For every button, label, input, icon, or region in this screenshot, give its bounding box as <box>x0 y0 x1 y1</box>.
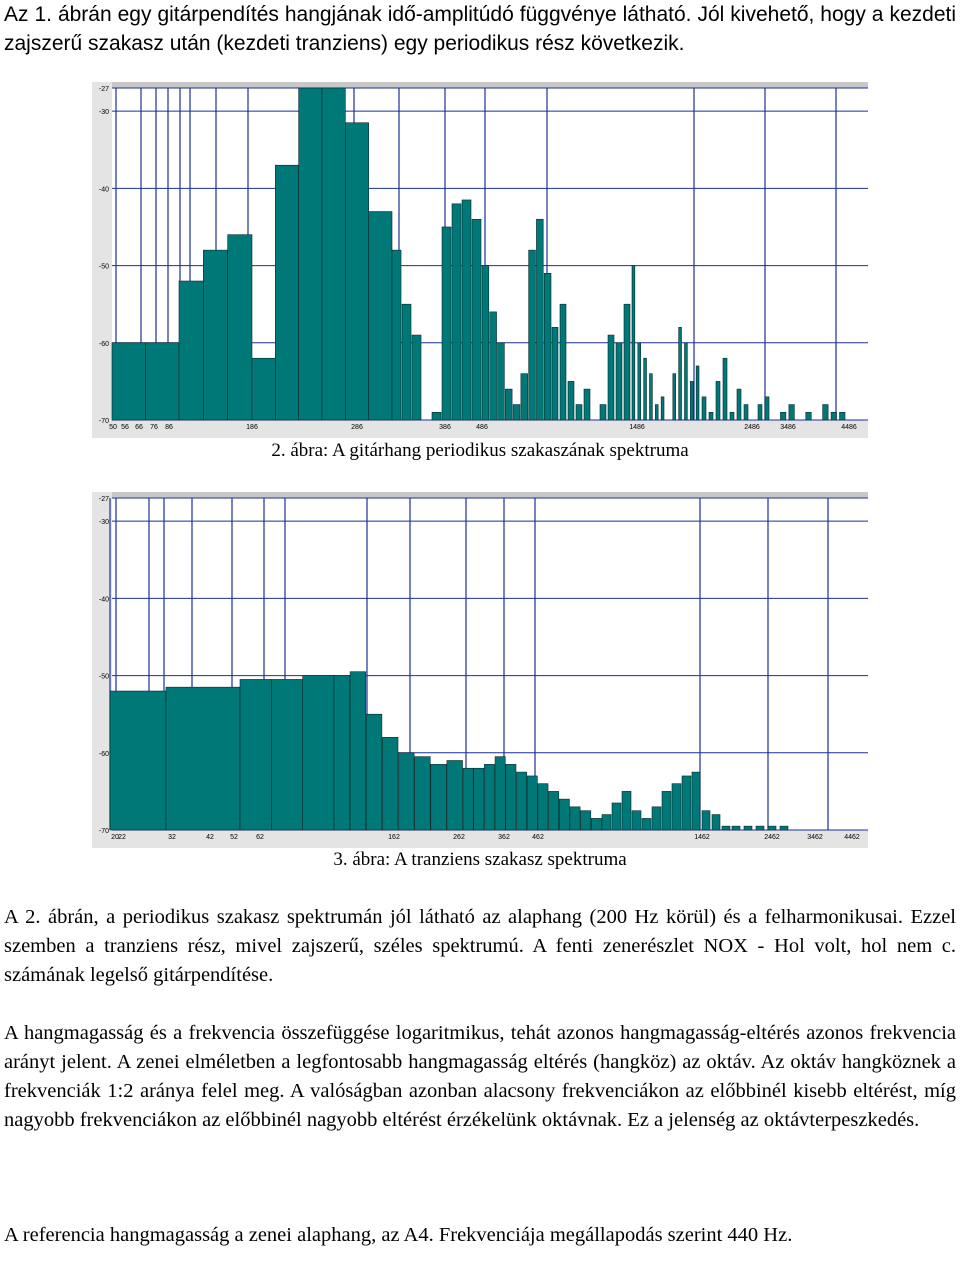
x-tick-label: 1486 <box>629 424 645 431</box>
bar <box>521 374 528 420</box>
y-axis-area <box>92 492 112 848</box>
x-axis-area <box>112 830 868 848</box>
bar <box>652 807 661 830</box>
bar <box>756 826 764 830</box>
bar <box>685 343 688 420</box>
bar <box>616 343 622 420</box>
bar <box>600 405 606 420</box>
bar <box>179 281 203 420</box>
bar <box>516 772 526 830</box>
bar <box>744 826 752 830</box>
bar <box>482 266 489 420</box>
y-tick-label: -70 <box>98 828 109 835</box>
bar <box>692 772 700 830</box>
bar <box>682 776 691 830</box>
figure-3-caption: 3. ábra: A tranziens szakasz spektruma <box>333 849 627 870</box>
bar <box>622 791 631 830</box>
bar <box>560 304 566 420</box>
bar <box>661 397 664 420</box>
y-tick-label: -40 <box>98 186 109 194</box>
y-axis-area <box>92 82 112 438</box>
x-tick-label: 52 <box>230 834 238 841</box>
bar <box>166 687 240 830</box>
bar <box>655 405 658 420</box>
bar <box>624 304 630 420</box>
bar <box>723 358 727 420</box>
bar <box>484 764 494 830</box>
bar <box>252 358 275 420</box>
paragraph-1: A 2. ábrán, a periodikus szakasz spektrumán jól látható az alaphang (200 Hz körül) és a felharmonikusai. Ezzel szemben a tranziens rész, mivel zajszerű, széles spektrumú. A fenti zenerészlet NOX - Hol volt, hol nem c. számának legelső gitárpendítése. <box>4 906 956 986</box>
bar <box>345 123 368 420</box>
x-tick-label: 56 <box>121 424 129 431</box>
bar <box>299 88 322 420</box>
bar <box>732 826 740 830</box>
bar <box>112 343 146 420</box>
bar <box>544 273 551 420</box>
bar <box>789 405 794 420</box>
y-tick-label: -30 <box>98 519 109 527</box>
x-tick-label: 86 <box>165 424 173 431</box>
bar <box>303 676 334 830</box>
bar <box>447 761 463 830</box>
bar <box>638 343 641 420</box>
x-tick-label: 486 <box>476 424 488 431</box>
bar <box>576 405 582 420</box>
bar <box>431 764 447 830</box>
bar <box>584 389 590 420</box>
bar <box>474 768 484 830</box>
bar <box>632 811 641 830</box>
bar <box>673 374 676 420</box>
figure-2-caption: 2. ábra: A gitárhang periodikus szakaszának spektruma <box>271 440 689 461</box>
bar <box>350 672 366 830</box>
x-tick-label: 50 <box>109 424 117 431</box>
bar <box>536 219 543 420</box>
bar <box>463 768 473 830</box>
bar <box>513 405 520 420</box>
bar <box>840 412 845 420</box>
x-tick-label: 4486 <box>841 424 857 431</box>
bar <box>730 412 734 420</box>
bar <box>570 807 580 830</box>
bar <box>110 691 166 830</box>
figure-3-spectrum-chart <box>92 492 868 848</box>
bar <box>642 818 651 830</box>
x-tick-label: 32 <box>168 834 176 841</box>
bar <box>529 250 536 420</box>
bar <box>568 381 574 420</box>
y-tick-label: -50 <box>98 263 109 271</box>
bar <box>472 219 481 420</box>
figure-2-spectrum-chart <box>92 82 868 438</box>
bar <box>679 327 682 420</box>
x-tick-label: 76 <box>150 424 158 431</box>
x-tick-label: 62 <box>256 834 264 841</box>
y-tick-label: -27 <box>98 496 109 503</box>
bar <box>737 389 741 420</box>
y-tick-label: -60 <box>98 340 109 348</box>
bar <box>392 250 401 420</box>
x-tick-label: 3462 <box>807 834 823 841</box>
bar <box>696 366 699 420</box>
bar <box>402 304 411 420</box>
x-tick-label: 22 <box>118 834 126 841</box>
bar <box>650 374 653 420</box>
bar <box>690 381 693 420</box>
x-tick-label: 362 <box>498 834 510 841</box>
bar <box>722 826 730 830</box>
bar <box>527 776 537 830</box>
bar <box>780 412 785 420</box>
bar <box>765 397 769 420</box>
x-tick-label: 162 <box>388 834 400 841</box>
x-tick-label: 4462 <box>844 834 860 841</box>
bar <box>823 405 828 420</box>
bar <box>608 335 614 420</box>
bar <box>495 757 505 830</box>
x-tick-label: 66 <box>135 424 143 431</box>
bar <box>275 165 298 420</box>
y-tick-label: -30 <box>98 109 109 117</box>
intro-paragraph: Az 1. ábrán egy gitárpendítés hangjának idő-amplitúdó függvénye látható. Jól kivehető, hogy a kezdeti zajszerű szakasz után (kezdeti tranziens) egy periodikus rész következik. <box>4 3 956 55</box>
bar <box>490 312 497 420</box>
bar <box>632 266 635 420</box>
x-tick-label: 42 <box>206 834 214 841</box>
bar <box>712 815 720 830</box>
bar <box>322 88 345 420</box>
bar <box>806 412 811 420</box>
bar <box>559 799 569 830</box>
x-tick-label: 2462 <box>764 834 780 841</box>
bar <box>744 405 748 420</box>
bar <box>591 818 601 830</box>
bar <box>672 784 681 830</box>
bar <box>702 811 710 830</box>
bar <box>382 737 398 830</box>
x-tick-label: 3486 <box>780 424 796 431</box>
x-tick-label: 386 <box>439 424 451 431</box>
y-tick-label: -60 <box>98 750 109 758</box>
y-tick-label: -70 <box>98 418 109 425</box>
bar <box>334 676 350 830</box>
bar <box>612 803 621 830</box>
y-tick-label: -50 <box>98 673 109 681</box>
bar <box>780 826 788 830</box>
bar <box>552 327 558 420</box>
bar <box>644 358 647 420</box>
bar <box>709 412 713 420</box>
bar <box>462 200 471 420</box>
x-tick-label: 20 <box>111 834 119 841</box>
bar <box>505 389 512 420</box>
x-tick-label: 186 <box>246 424 258 431</box>
x-tick-label: 2486 <box>744 424 760 431</box>
bar <box>549 791 559 830</box>
bar <box>228 235 252 420</box>
y-tick-label: -40 <box>98 596 109 604</box>
bar <box>369 212 392 420</box>
figure-3-svg <box>92 492 868 848</box>
bar <box>240 679 271 830</box>
bar <box>758 405 762 420</box>
figure-2-svg <box>92 82 868 438</box>
bar <box>581 811 591 830</box>
bar <box>271 679 302 830</box>
bar <box>432 412 441 420</box>
x-tick-label: 286 <box>351 424 363 431</box>
bar <box>768 826 776 830</box>
paragraph-3: A referencia hangmagasság a zenei alaphang, az A4. Frekvenciája megállapodás szerint 440 Hz. <box>4 1224 793 1246</box>
bar <box>831 412 836 420</box>
paragraph-2: A hangmagasság és a frekvencia összefüggése logaritmikus, tehát azonos hangmagasság-eltérés azonos frekvencia arányt jelent. A zenei elméletben a legfontosabb hangmagasság eltérés (hangköz) az oktáv. Az oktáv hangköznek a frekvenciák 1:2 aránya felel meg. A valóságban azonban alacsony frekvenciákon az előbbinél kisebb eltérést, míg nagyobb frekvenciákon az előbbinél nagyobb eltérést érzékelünk oktávnak. Ez a jelenség az oktávterpeszkedés. <box>4 1022 956 1131</box>
bar <box>506 764 516 830</box>
bar <box>146 343 180 420</box>
bar <box>366 714 382 830</box>
bar <box>452 204 461 420</box>
bar <box>602 815 611 830</box>
bar <box>538 784 548 830</box>
bar <box>442 227 451 420</box>
x-tick-label: 462 <box>532 834 544 841</box>
bar <box>399 753 415 830</box>
bar <box>498 343 505 420</box>
bar <box>702 397 706 420</box>
y-tick-label: -27 <box>98 86 109 93</box>
x-tick-label: 1462 <box>694 834 710 841</box>
bar <box>412 335 421 420</box>
bar <box>716 381 720 420</box>
bar <box>662 791 671 830</box>
bar <box>203 250 227 420</box>
x-tick-label: 262 <box>453 834 465 841</box>
bar <box>415 757 431 830</box>
